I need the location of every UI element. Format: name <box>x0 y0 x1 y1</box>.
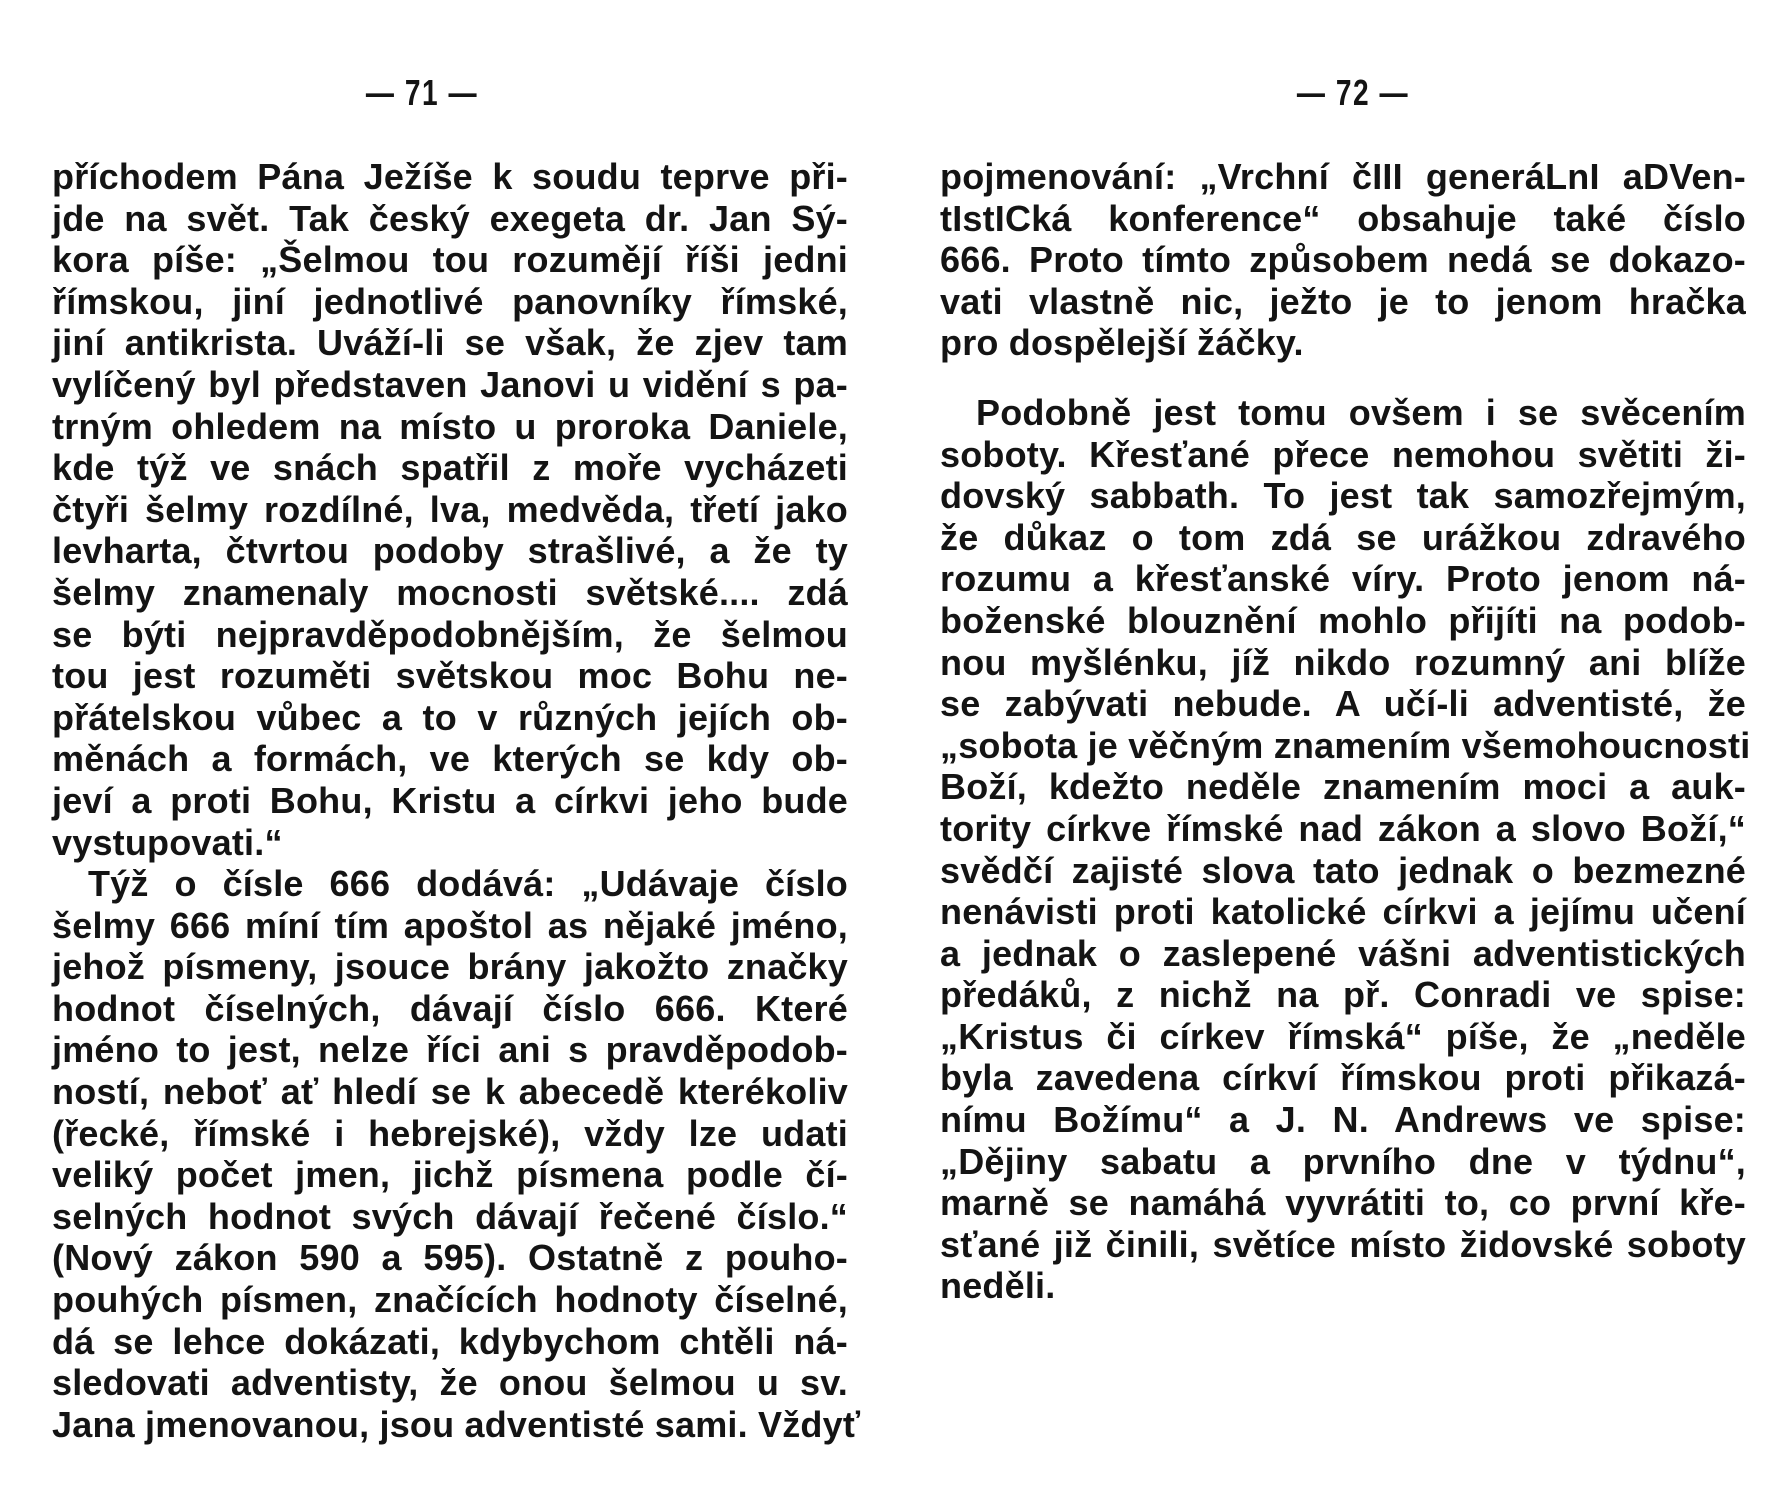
text-line: že důkaz o tom zdá se urážkou zdravého <box>940 516 1746 558</box>
text-line: příchodem Pána Ježíše k soudu teprve při- <box>52 156 848 197</box>
text-line: tIstICká konference“ obsahuje také číslo <box>940 197 1746 239</box>
text-line: vystupovati.“ <box>52 821 283 863</box>
text-line: boženské blouznění mohlo přijíti na podob- <box>940 599 1746 641</box>
text-line: pouhých písmen, značících hodnoty číselné, <box>52 1279 848 1321</box>
right-page-text <box>940 156 1751 1307</box>
text-line: tority církve římské nad zákon a slovo Boží,“ <box>940 807 1746 849</box>
text-line: nímu Božímu“ a J. N. Andrews ve spise: <box>940 1099 1746 1141</box>
text-line: dovský sabbath. To jest tak samozřejmým, <box>940 475 1746 517</box>
text-line: jiní antikrista. Uváží-li se však, že zjev tam <box>52 322 848 364</box>
text-line: jméno to jest, nelze říci ani s pravděpodob- <box>52 1029 848 1071</box>
text-line: měnách a formách, ve kterých se kdy ob- <box>52 738 848 780</box>
text-line: hodnot číselných, dávají číslo 666. Které <box>52 987 848 1029</box>
text-line: předáků, z nichž na př. Conradi ve spise: <box>940 974 1746 1016</box>
right-page <box>940 0 1751 1500</box>
text-line: se zabývati nebude. A učí-li adventisté, že <box>940 683 1746 725</box>
text-line: levharta, čtvrtou podoby strašlivé, a že ty <box>52 530 848 572</box>
text-line: Boží, kdežto neděle znamením moci a auk- <box>940 766 1746 808</box>
page-number-left: — 71 — <box>365 72 479 113</box>
left-page <box>52 0 861 1500</box>
text-line: pro dospělejší žáčky. <box>940 322 1304 364</box>
text-line: kora píše: „Šelmou tou rozumějí říši jedni <box>52 239 848 281</box>
paragraph-gap <box>940 364 1746 392</box>
text-line: a jednak o zaslepené vášni adventistických <box>940 932 1746 974</box>
text-line: dá se lehce dokázati, kdybychom chtěli ná- <box>52 1320 848 1362</box>
text-line: „Dějiny sabatu a prvního dne v týdnu“, <box>940 1140 1746 1182</box>
paragraph <box>940 156 1746 364</box>
text-line: nou myšlénku, jíž nikdo rozumný ani blíže <box>940 641 1746 683</box>
text-line: trným ohledem na místo u proroka Daniele, <box>52 405 848 447</box>
paragraph <box>940 391 1751 1307</box>
text-line: tou jest rozuměti světskou moc Bohu ne- <box>52 655 848 697</box>
text-line: „Kristus či církev římská“ píše, že „neděle <box>940 1015 1746 1057</box>
text-line: šelmy 666 míní tím apoštol as nějaké jméno, <box>52 904 848 946</box>
text-line: svědčí zajisté slova tato jednak o bezmezné <box>940 849 1746 891</box>
text-line: „sobota je věčným znamením všemohoucnosti <box>940 724 1751 766</box>
text-line: se býti nejpravděpodobnějším, že šelmou <box>52 613 848 655</box>
paragraph <box>52 156 848 863</box>
text-line: rozumu a křesťanské víry. Proto jenom ná- <box>940 558 1746 600</box>
paragraph <box>52 863 861 1445</box>
text-line: (řecké, římské i hebrejské), vždy lze udati <box>52 1112 848 1154</box>
text-line: veliký počet jmen, jichž písmena podle čí- <box>52 1154 848 1196</box>
text-line: šelmy znamenaly mocnosti světské.... zdá <box>52 571 848 613</box>
text-line: jde na svět. Tak český exegeta dr. Jan Sý- <box>52 197 848 239</box>
text-line: Podobně jest tomu ovšem i se svěcením <box>976 391 1746 433</box>
text-line: sledovati adventisty, že onou šelmou u sv. <box>52 1362 848 1404</box>
text-line: římskou, jiní jednotlivé panovníky římské, <box>52 280 848 322</box>
text-line: přátelskou vůbec a to v různých jejích ob- <box>52 696 848 738</box>
text-line: Týž o čísle 666 dodává: „Udávaje číslo <box>88 863 848 905</box>
text-line: (Nový zákon 590 a 595). Ostatně z pouho- <box>52 1237 848 1279</box>
text-line: 666. Proto tímto způsobem nedá se dokazo- <box>940 239 1746 281</box>
text-line: pojmenování: „Vrchní čIII generáLnI aDVen- <box>940 156 1746 197</box>
text-line: sťané již činili, světíce místo židovské soboty <box>940 1223 1746 1265</box>
text-line: soboty. Křesťané přece nemohou světiti ži- <box>940 433 1746 475</box>
text-line: selných hodnot svých dávají řečené číslo.“ <box>52 1195 848 1237</box>
left-page-text <box>52 156 861 1445</box>
text-line: marně se namáhá vyvrátiti to, co první kře- <box>940 1182 1746 1224</box>
text-line: neděli. <box>940 1265 1056 1307</box>
text-line: vati vlastně nic, ježto je to jenom hračka <box>940 280 1746 322</box>
text-line: byla zavedena církví římskou proti přikazá- <box>940 1057 1746 1099</box>
text-line: ností, neboť ať hledí se k abecedě kterékoliv <box>52 1071 848 1113</box>
text-line: vylíčený byl představen Janovi u vidění s pa- <box>52 363 848 405</box>
text-line: kde týž ve snách spatřil z moře vycházeti <box>52 447 848 489</box>
text-line: nenávisti proti katolické církvi a jejímu učení <box>940 891 1746 933</box>
text-line: jehož písmeny, jsouce brány jakožto značky <box>52 946 848 988</box>
page-number-right: — 72 — <box>1296 72 1410 113</box>
text-line: Jana jmenovanou, jsou adventisté sami. Vždyť <box>52 1403 861 1445</box>
text-line: jeví a proti Bohu, Kristu a církvi jeho bude <box>52 779 848 821</box>
text-line: čtyři šelmy rozdílné, lva, medvěda, třetí jako <box>52 488 848 530</box>
